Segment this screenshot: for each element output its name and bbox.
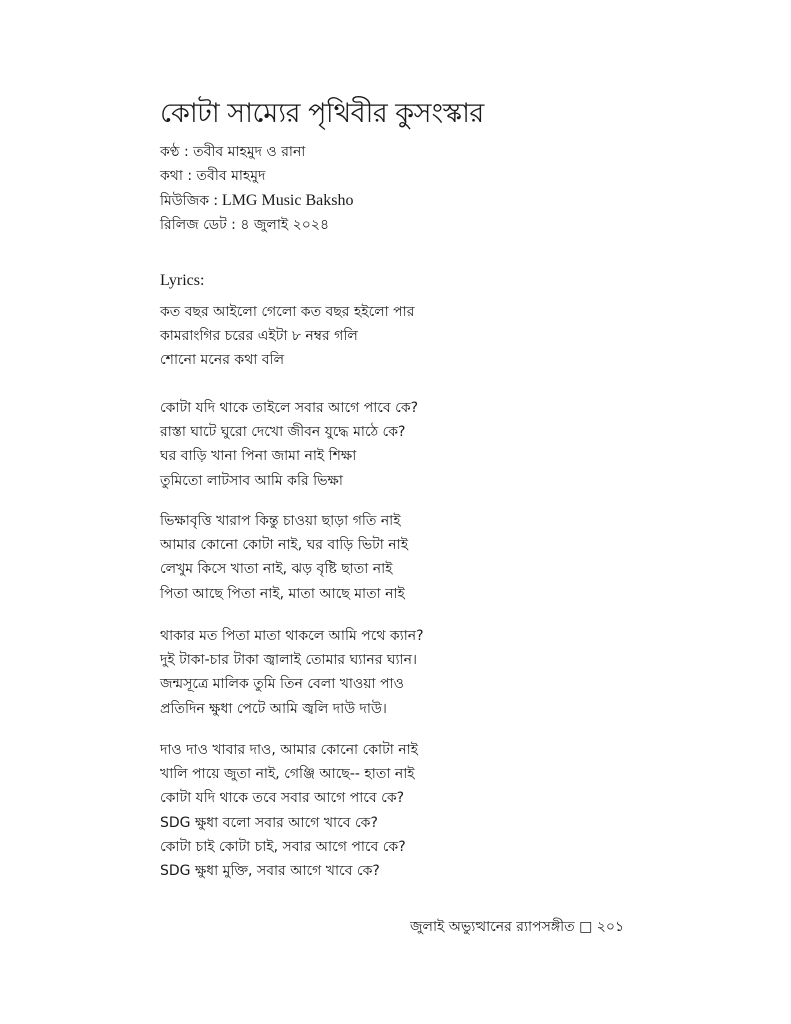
stanza-5	[160, 738, 418, 883]
page-number: ২০১	[596, 919, 625, 935]
credit-label: মিউজিক	[160, 192, 210, 209]
lyric-line: SDG ক্ষুধা বলো সবার আগে খাবে কে?	[160, 814, 378, 831]
lyric-line: ঘর বাড়ি খানা পিনা জামা নাই শিক্ষা	[160, 448, 357, 465]
lyric-line: দাও দাও খাবার দাও, আমার কোনো কোটা নাই	[160, 742, 418, 758]
credit-label: কণ্ঠ	[160, 144, 180, 160]
running-title: জুলাই অভ্যুত্থানের র‍্যাপসঙ্গীত	[410, 919, 575, 935]
lyric-line: কোটা চাই কোটা চাই, সবার আগে পাবে কে?	[160, 838, 406, 855]
separator-icon: □	[579, 919, 593, 935]
song-credits	[160, 140, 353, 237]
page-footer	[410, 917, 624, 937]
lyric-line: কত বছর আইলো গেলো কত বছর হইলো পার	[160, 304, 415, 320]
lyrics-heading: Lyrics:	[160, 272, 205, 289]
lyric-line: দুই টাকা-চার টাকা জ্বালাই তোমার ঘ্যানর ঘ্যান।	[160, 652, 417, 669]
lyric-line: কোটা যদি থাকে তাইলে সবার আগে পাবে কে?	[160, 400, 419, 416]
lyric-line: রাস্তা ঘাটে ঘুরো দেখো জীবন যুদ্ধে মাঠে কে?	[160, 424, 406, 441]
credit-music: মিউজিক : LMG Music Baksho	[160, 191, 354, 209]
credit-vocals: কণ্ঠ : তবীব মাহমুদ ও রানা	[160, 144, 306, 160]
lyric-line: প্রতিদিন ক্ষুধা পেটে আমি জ্বলি দাউ দাউ।	[160, 700, 387, 717]
lyric-line: ভিক্ষাবৃত্তি খারাপ কিন্তু চাওয়া ছাড়া গতি নাই	[160, 513, 401, 529]
credit-value: তবীব মাহমুদ ও রানা	[193, 144, 306, 160]
lyric-line: তুমিতো লাটসাব আমি করি ভিক্ষা	[160, 472, 343, 489]
credit-release-date: রিলিজ ডেট : ৪ জুলাই ২০২৪	[160, 216, 330, 233]
lyric-line: লেখুম কিসে খাতা নাই, ঝড় বৃষ্টি ছাতা নাই	[160, 561, 393, 578]
stanza-4	[160, 624, 424, 721]
lyric-line: খালি পায়ে জুতা নাই, গেঞ্জি আছে-- হাতা নাই	[160, 766, 415, 783]
stanza-3	[160, 509, 408, 606]
lyric-line: শোনো মনের কথা বলি	[160, 352, 285, 369]
lyric-line: পিতা আছে পিতা নাই, মাতা আছে মাতা নাই	[160, 585, 405, 602]
song-title: কোটা সাম্যের পৃথিবীর কুসংস্কার	[160, 98, 484, 129]
lyric-line: থাকার মত পিতা মাতা থাকলে আমি পথে ক্যান?	[160, 628, 424, 644]
lyric-line: জন্মসূত্রে মালিক তুমি তিন বেলা খাওয়া পাও	[160, 676, 404, 693]
credit-label: রিলিজ ডেট	[160, 216, 227, 233]
credit-value: তবীব মাহমুদ	[196, 168, 266, 185]
credit-value: ৪ জুলাই ২০২৪	[240, 216, 330, 233]
lyric-line: কামরাংগির চরের এইটা ৮ নম্বর গলি	[160, 328, 358, 345]
credit-lyricist: কথা : তবীব মাহমুদ	[160, 168, 266, 185]
lyric-line: SDG ক্ষুধা মুক্তি, সবার আগে খাবে কে?	[160, 863, 380, 880]
credit-label: কথা	[160, 168, 183, 185]
lyric-line: আমার কোনো কোটা নাই, ঘর বাড়ি ভিটা নাই	[160, 537, 408, 554]
lyric-line: কোটা যদি থাকে তবে সবার আগে পাবে কে?	[160, 790, 405, 807]
stanza-1	[160, 300, 414, 373]
stanza-2	[160, 396, 418, 493]
credit-value: LMG Music Baksho	[221, 191, 354, 209]
